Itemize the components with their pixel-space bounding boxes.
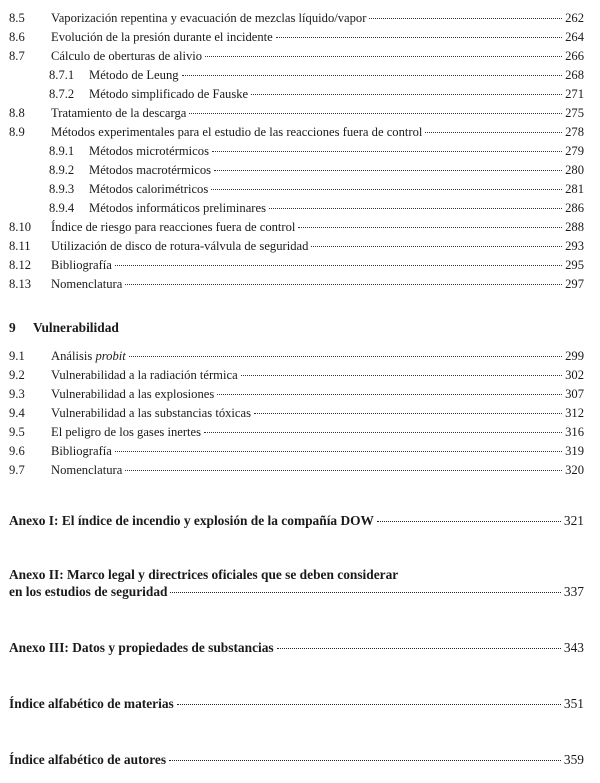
- toc-subentry-number: 8.9.1: [49, 144, 75, 158]
- annex-entry: [9, 584, 584, 600]
- toc-entry-number: 9.2: [9, 368, 25, 382]
- toc-entry-number: 9.7: [9, 463, 25, 477]
- dot-leader: [251, 94, 562, 95]
- toc-entry-page: 307: [565, 387, 584, 401]
- dot-leader: [369, 18, 562, 19]
- author-index-title: Índice alfabético de autores: [9, 752, 167, 767]
- toc-entry-title: Utilización de disco de rotura-válvula de seguridad: [51, 239, 309, 253]
- toc-entry-title: Análisis probit: [51, 349, 126, 363]
- dot-leader: [125, 470, 562, 471]
- toc-subentry-page: 280: [565, 163, 584, 177]
- toc-entry-page: 319: [565, 444, 584, 458]
- dot-leader: [214, 170, 562, 171]
- toc-entry-title: Nomenclatura: [51, 277, 123, 291]
- dot-leader: [115, 451, 562, 452]
- toc-entry-title: Tratamiento de la descarga: [51, 106, 187, 120]
- toc-entry-title: Métodos experimentales para el estudio de las reacciones fuera de control: [51, 125, 423, 139]
- toc-entry-title: Bibliografía: [51, 444, 112, 458]
- toc-entry: [0, 48, 600, 64]
- toc-subentry-title: Métodos microtérmicos: [89, 144, 209, 158]
- toc-entry-page: 295: [565, 258, 584, 272]
- dot-leader: [241, 375, 562, 376]
- dot-leader: [276, 37, 562, 38]
- toc-subentry-number: 8.9.4: [49, 201, 75, 215]
- toc-subentry: [0, 181, 600, 197]
- toc-entry-number: 9.5: [9, 425, 25, 439]
- toc-entry-page: 264: [565, 30, 584, 44]
- annex-page: 337: [563, 584, 584, 599]
- toc-entry: [0, 443, 600, 459]
- toc-entry-title: Vulnerabilidad a las explosiones: [51, 387, 215, 401]
- dot-leader: [204, 432, 562, 433]
- toc-entry: [0, 348, 600, 364]
- dot-leader: [177, 704, 561, 705]
- toc-entry-title: Cálculo de oberturas de alivio: [51, 49, 203, 63]
- toc-subentry: [0, 162, 600, 178]
- author-index-entry: [9, 752, 584, 768]
- toc-entry-number: 8.9: [9, 125, 25, 139]
- toc-entry: [0, 367, 600, 383]
- toc-entry-number: 8.10: [9, 220, 32, 234]
- toc-entry-title: Bibliografía: [51, 258, 112, 272]
- toc-entry: [0, 276, 600, 292]
- toc-entry: [0, 124, 600, 140]
- toc-entry: [0, 105, 600, 121]
- toc-entry-title: El peligro de los gases inertes: [51, 425, 202, 439]
- toc-entry-number: 8.12: [9, 258, 32, 272]
- toc-entry-title: Índice de riesgo para reacciones fuera de control: [51, 220, 296, 234]
- dot-leader: [277, 648, 561, 649]
- toc-subentry-page: 271: [565, 87, 584, 101]
- annex-page: 343: [563, 640, 584, 655]
- toc-entry-number: 8.6: [9, 30, 25, 44]
- toc-entry: [0, 462, 600, 478]
- annex-title-line2: en los estudios de seguridad: [9, 584, 168, 599]
- toc-subentry: [0, 143, 600, 159]
- toc-subentry-number: 8.7.1: [49, 68, 75, 82]
- dot-leader: [377, 521, 561, 522]
- toc-entry: [0, 219, 600, 235]
- toc-entry: [0, 238, 600, 254]
- dot-leader: [311, 246, 562, 247]
- annex-entry: [9, 513, 584, 529]
- toc-entry-page: 288: [565, 220, 584, 234]
- toc-subentry-title: Métodos calorimétricos: [89, 182, 209, 196]
- chapter-title: Vulnerabilidad: [33, 320, 119, 335]
- toc-entry-title: Vulnerabilidad a las substancias tóxicas: [51, 406, 251, 420]
- chapter-number: 9: [9, 320, 16, 335]
- annex-title: Anexo III: Datos y propiedades de substancias: [9, 640, 274, 655]
- italic-term: probit: [95, 349, 126, 363]
- toc-subentry: [0, 67, 600, 83]
- toc-entry-page: 297: [565, 277, 584, 291]
- toc-entry-title: Evolución de la presión durante el incidente: [51, 30, 273, 44]
- dot-leader: [269, 208, 562, 209]
- toc-entry-page: 266: [565, 49, 584, 63]
- toc-entry-title: Vulnerabilidad a la radiación térmica: [51, 368, 238, 382]
- toc-subentry: [0, 86, 600, 102]
- toc-entry: [0, 424, 600, 440]
- toc-entry-page: 262: [565, 11, 584, 25]
- toc-entry-number: 8.7: [9, 49, 25, 63]
- toc-subentry-title: Método de Leung: [89, 68, 179, 82]
- toc-entry-title: Vaporización repentina y evacuación de mezclas líquido/vapor: [51, 11, 367, 25]
- toc-subentry-title: Métodos macrotérmicos: [89, 163, 212, 177]
- toc-entry: [0, 10, 600, 26]
- toc-entry-page: 293: [565, 239, 584, 253]
- dot-leader: [125, 284, 562, 285]
- annex-page: 321: [563, 513, 584, 528]
- toc-entry-page: 316: [565, 425, 584, 439]
- toc-subentry-number: 8.9.3: [49, 182, 75, 196]
- toc-entry-page: 320: [565, 463, 584, 477]
- toc-entry: [0, 29, 600, 45]
- chapter-heading: [9, 320, 119, 336]
- toc-subentry: [0, 200, 600, 216]
- toc-entry-page: 302: [565, 368, 584, 382]
- toc-subentry-title: Métodos informáticos preliminares: [89, 201, 266, 215]
- toc-entry: [0, 257, 600, 273]
- dot-leader: [115, 265, 562, 266]
- dot-leader: [217, 394, 562, 395]
- dot-leader: [212, 151, 562, 152]
- toc-entry-number: 9.3: [9, 387, 25, 401]
- dot-leader: [169, 760, 561, 761]
- toc-entry-page: 278: [565, 125, 584, 139]
- dot-leader: [425, 132, 562, 133]
- toc-subentry-number: 8.9.2: [49, 163, 75, 177]
- toc-subentry-number: 8.7.2: [49, 87, 75, 101]
- toc-entry-page: 299: [565, 349, 584, 363]
- dot-leader: [211, 189, 562, 190]
- toc-entry-number: 8.8: [9, 106, 25, 120]
- toc-entry-page: 312: [565, 406, 584, 420]
- toc-entry-number: 9.6: [9, 444, 25, 458]
- dot-leader: [189, 113, 562, 114]
- dot-leader: [129, 356, 562, 357]
- subject-index-page: 351: [563, 696, 584, 711]
- toc-entry: [0, 405, 600, 421]
- toc-subentry-title: Método simplificado de Fauske: [89, 87, 249, 101]
- annex-title: Anexo I: El índice de incendio y explosión de la compañía DOW: [9, 513, 374, 528]
- subject-index-entry: [9, 696, 584, 712]
- toc-subentry-page: 286: [565, 201, 584, 215]
- toc-subentry-page: 268: [565, 68, 584, 82]
- subject-index-title: Índice alfabético de materias: [9, 696, 174, 711]
- toc-subentry-page: 281: [565, 182, 584, 196]
- annex-entry: [9, 640, 584, 656]
- dot-leader: [254, 413, 562, 414]
- toc-entry-number: 9.4: [9, 406, 25, 420]
- annex-title-line1: Anexo II: Marco legal y directrices oficiales que se deben considerar: [9, 567, 399, 582]
- dot-leader: [182, 75, 563, 76]
- toc-entry-number: 8.11: [9, 239, 31, 253]
- toc-entry-title: Nomenclatura: [51, 463, 123, 477]
- toc-subentry-page: 279: [565, 144, 584, 158]
- toc-entry-page: 275: [565, 106, 584, 120]
- dot-leader: [170, 592, 560, 593]
- toc-entry-number: 8.13: [9, 277, 32, 291]
- toc-entry-number: 8.5: [9, 11, 25, 25]
- toc-entry: [0, 386, 600, 402]
- dot-leader: [205, 56, 562, 57]
- author-index-page: 359: [563, 752, 584, 767]
- toc-entry-number: 9.1: [9, 349, 25, 363]
- dot-leader: [298, 227, 562, 228]
